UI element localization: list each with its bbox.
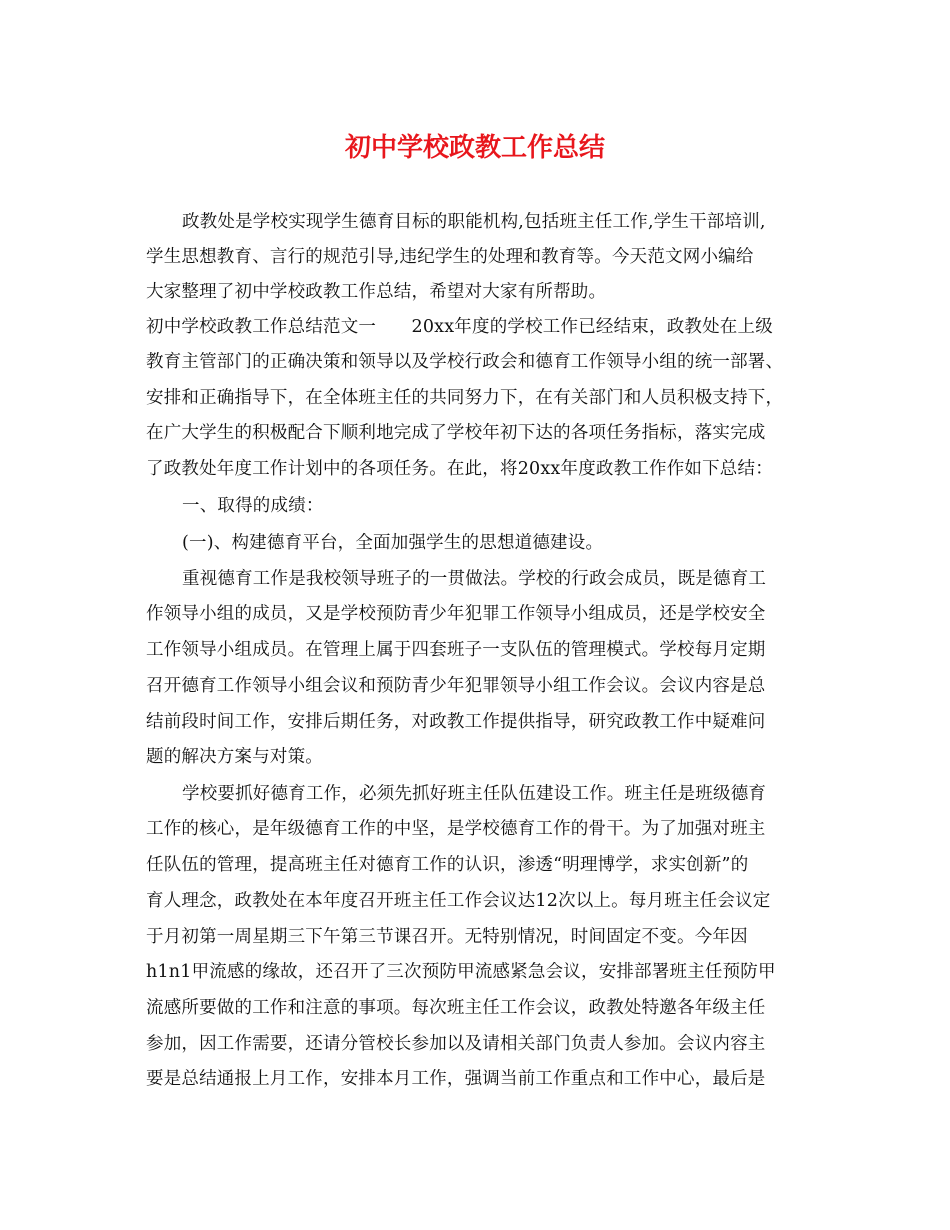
text-line: 要是总结通报上月工作，安排本月工作，强调当前工作重点和工作中心，最后是: [146, 1069, 766, 1089]
text-line: 了政教处年度工作计划中的各项任务。在此，将20xx年度政教工作作如下总结：: [146, 459, 773, 479]
text-line: 大家整理了初中学校政教工作总结，希望对大家有所帮助。: [146, 282, 607, 302]
text-line: 流感所要做的工作和注意的事项。每次班主任工作会议，政教处特邀各年级主任: [146, 998, 766, 1018]
text-line: 政教处是学校实现学生德育目标的职能机构,包括班主任工作,学生干部培训,: [182, 212, 766, 232]
text-line: 任队伍的管理，提高班主任对德育工作的认识，渗透“明理博学，求实创新”的: [146, 855, 749, 875]
section-heading: 一、取得的成绩：: [182, 496, 324, 516]
document-title: 初中学校政教工作总结: [344, 133, 605, 163]
text-line: 于月初第一周星期三下午第三节课召开。无特别情况，时间固定不变。今年因: [146, 927, 748, 947]
text-line: 学校要抓好德育工作，必须先抓好班主任队伍建设工作。班主任是班级德育: [182, 784, 767, 804]
text-line: 作领导小组的成员，又是学校预防青少年犯罪工作领导小组成员，还是学校安全: [146, 604, 766, 624]
text-line: 学生思想教育、言行的规范引导,违纪学生的处理和教育等。今天范文网小编给: [146, 247, 754, 267]
text-line: 工作的核心，是年级德育工作的中坚，是学校德育工作的骨干。为了加强对班主: [146, 819, 766, 839]
text-line: 在广大学生的积极配合下顺利地完成了学校年初下达的各项任务指标，落实完成: [146, 423, 766, 443]
text-line: 参加，因工作需要，还请分管校长参加以及请相关部门负责人参加。会议内容主: [146, 1034, 766, 1054]
text-line: 召开德育工作领导小组会议和预防青少年犯罪领导小组工作会议。会议内容是总: [146, 676, 766, 696]
text-line: 育人理念，政教处在本年度召开班主任工作会议达12次以上。每月班主任会议定: [146, 891, 771, 911]
text-line: 题的解决方案与对策。: [146, 747, 323, 767]
text-line: h1n1甲流感的缘故，还召开了三次预防甲流感紧急会议，安排部署班主任预防甲: [146, 962, 776, 982]
text-line: 结前段时间工作，安排后期任务，对政教工作提供指导，研究政教工作中疑难问: [146, 712, 766, 732]
text-line: 教育主管部门的正确决策和领导以及学校行政会和德育工作领导小组的统一部署、: [146, 352, 784, 372]
text-line: 重视德育工作是我校领导班子的一贯做法。学校的行政会成员，既是德育工: [182, 569, 767, 589]
text-line: 初中学校政教工作总结范文一 20xx年度的学校工作已经结束，政教处在上级: [146, 317, 773, 337]
subsection-heading: (一)、构建德育平台，全面加强学生的思想道德建设。: [182, 533, 604, 553]
text-line: 安排和正确指导下，在全体班主任的共同努力下，在有关部门和人员积极支持下，: [146, 388, 784, 408]
text-line: 工作领导小组成员。在管理上属于四套班子一支队伍的管理模式。学校每月定期: [146, 640, 766, 660]
